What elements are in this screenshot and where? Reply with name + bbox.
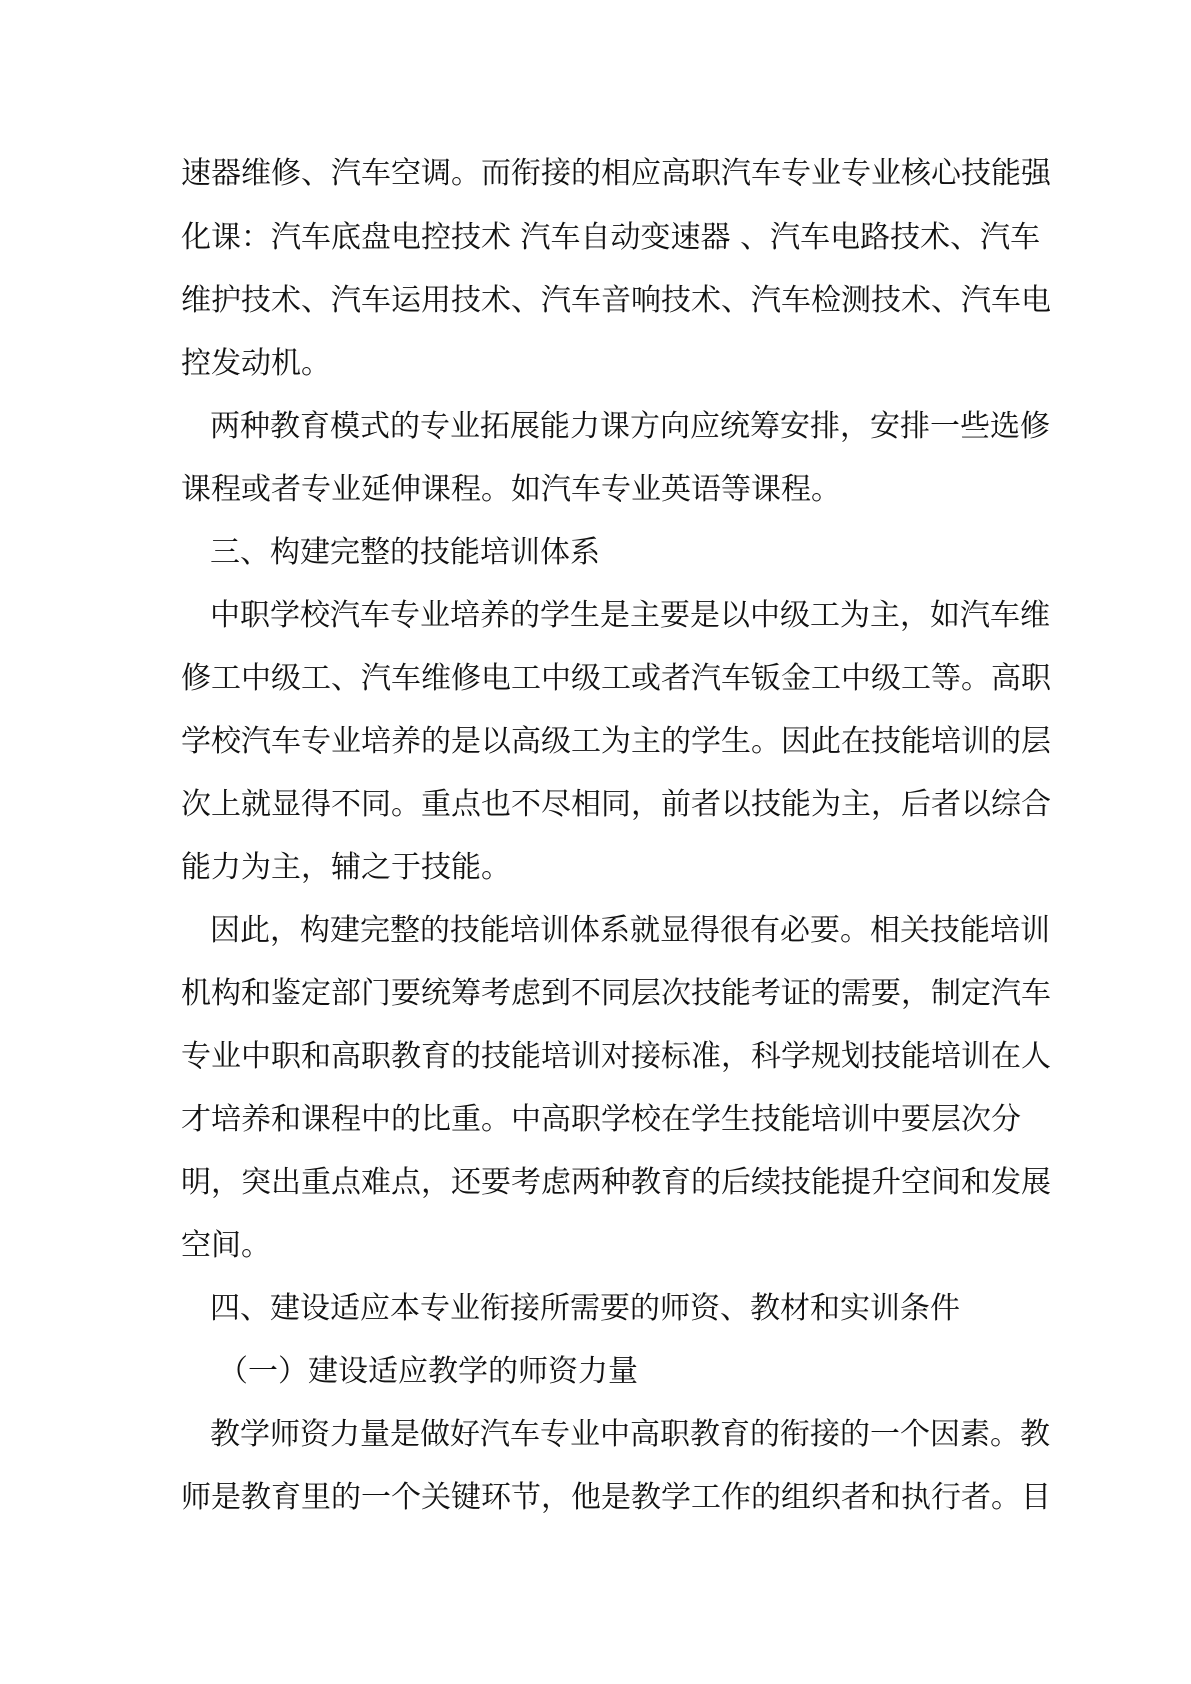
section-heading-3: 三、构建完整的技能培训体系 (210, 535, 600, 570)
subsection-heading-1: （一）建设适应教学的师资力量 (218, 1354, 638, 1389)
paragraph-line-10: 专业中职和高职教育的技能培训对接标准，科学规划技能培训在人 (181, 1039, 1051, 1074)
text-line-2: 化课：汽车底盘电控技术 汽车自动变速器 、汽车电路技术、汽车 (181, 220, 1041, 255)
paragraph-line-9: 机构和鉴定部门要统筹考虑到不同层次技能考证的需要，制定汽车 (181, 976, 1051, 1011)
paragraph-line-7: 能力为主，辅之于技能。 (181, 850, 511, 885)
paragraph-line-14: 教学师资力量是做好汽车专业中高职教育的衔接的一个因素。教 (210, 1417, 1050, 1452)
paragraph-line-5: 学校汽车专业培养的是以高级工为主的学生。因此在技能培训的层 (181, 724, 1051, 759)
paragraph-line-6: 次上就显得不同。重点也不尽相同，前者以技能为主，后者以综合 (181, 787, 1051, 822)
paragraph-line-12: 明，突出重点难点，还要考虑两种教育的后续技能提升空间和发展 (181, 1165, 1051, 1200)
paragraph-line-2: 课程或者专业延伸课程。如汽车专业英语等课程。 (181, 472, 841, 507)
paragraph-line-1: 两种教育模式的专业拓展能力课方向应统筹安排，安排一些选修 (210, 409, 1050, 444)
section-heading-4: 四、建设适应本专业衔接所需要的师资、教材和实训条件 (210, 1291, 960, 1326)
paragraph-line-15: 师是教育里的一个关键环节，他是教学工作的组织者和执行者。目 (181, 1480, 1051, 1515)
paragraph-line-8: 因此，构建完整的技能培训体系就显得很有必要。相关技能培训 (210, 913, 1050, 948)
text-line-3: 维护技术、汽车运用技术、汽车音响技术、汽车检测技术、汽车电 (181, 283, 1051, 318)
paragraph-line-11: 才培养和课程中的比重。中高职学校在学生技能培训中要层次分 (181, 1102, 1021, 1137)
paragraph-line-13: 空间。 (181, 1228, 271, 1263)
paragraph-line-3: 中职学校汽车专业培养的学生是主要是以中级工为主，如汽车维 (210, 598, 1050, 633)
text-line-4: 控发动机。 (181, 346, 331, 381)
paragraph-line-4: 修工中级工、汽车维修电工中级工或者汽车钣金工中级工等。高职 (181, 661, 1051, 696)
text-line-1: 速器维修、汽车空调。而衔接的相应高职汽车专业专业核心技能强 (181, 156, 1051, 191)
